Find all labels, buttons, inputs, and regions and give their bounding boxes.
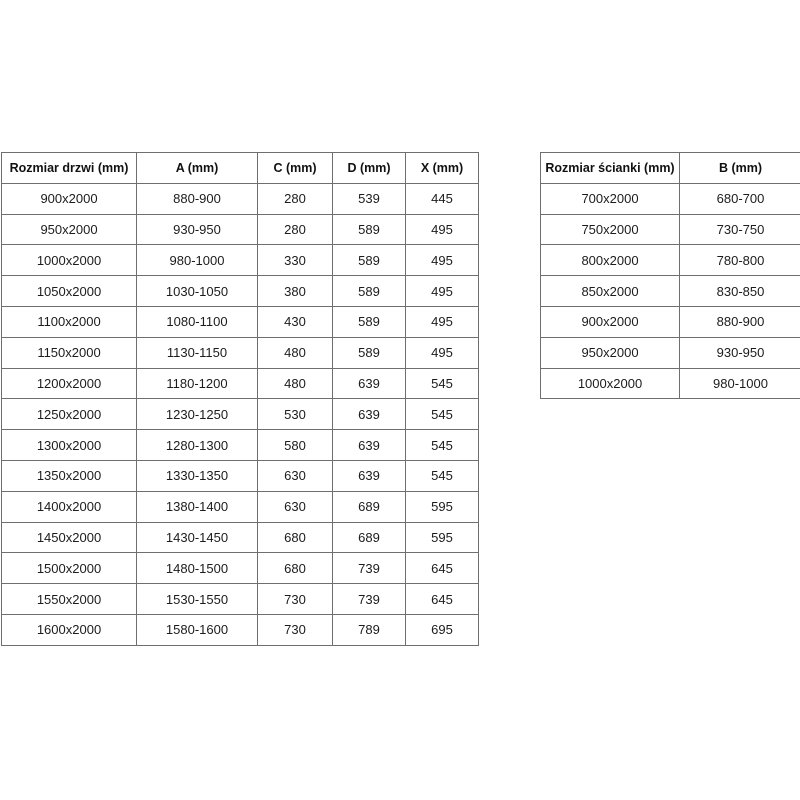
table-row: [541, 214, 800, 245]
table-row: [2, 584, 479, 615]
cell: 1000x2000: [2, 245, 137, 276]
cell: 830-850: [680, 276, 800, 307]
cell: 595: [406, 522, 479, 553]
wall-size-table: [540, 152, 800, 399]
cell: 930-950: [680, 337, 800, 368]
cell: 545: [406, 399, 479, 430]
column-header-0: Rozmiar ścianki (mm): [541, 153, 680, 184]
cell: 880-900: [137, 183, 258, 214]
cell: 280: [258, 214, 333, 245]
cell: 545: [406, 368, 479, 399]
table-row: [2, 399, 479, 430]
cell: 800x2000: [541, 245, 680, 276]
cell: 950x2000: [2, 214, 137, 245]
cell: 480: [258, 337, 333, 368]
cell: 700x2000: [541, 183, 680, 214]
header-row: [541, 153, 800, 184]
cell: 1500x2000: [2, 553, 137, 584]
cell: 900x2000: [541, 306, 680, 337]
cell: 1480-1500: [137, 553, 258, 584]
cell: 739: [333, 553, 406, 584]
cell: 639: [333, 368, 406, 399]
cell: 495: [406, 337, 479, 368]
cell: 1330-1350: [137, 460, 258, 491]
cell: 495: [406, 306, 479, 337]
table-row: [2, 368, 479, 399]
cell: 1080-1100: [137, 306, 258, 337]
cell: 589: [333, 276, 406, 307]
table-row: [2, 183, 479, 214]
cell: 1100x2000: [2, 306, 137, 337]
column-header-3: D (mm): [333, 153, 406, 184]
cell: 695: [406, 614, 479, 645]
cell: 530: [258, 399, 333, 430]
cell: 639: [333, 460, 406, 491]
column-header-1: B (mm): [680, 153, 800, 184]
cell: 1430-1450: [137, 522, 258, 553]
cell: 730-750: [680, 214, 800, 245]
cell: 589: [333, 306, 406, 337]
cell: 689: [333, 522, 406, 553]
column-header-0: Rozmiar drzwi (mm): [2, 153, 137, 184]
table-row: [2, 491, 479, 522]
table-row: [541, 368, 800, 399]
cell: 630: [258, 491, 333, 522]
cell: 1150x2000: [2, 337, 137, 368]
cell: 1350x2000: [2, 460, 137, 491]
cell: 950x2000: [541, 337, 680, 368]
cell: 630: [258, 460, 333, 491]
cell: 730: [258, 614, 333, 645]
cell: 480: [258, 368, 333, 399]
cell: 680: [258, 522, 333, 553]
cell: 639: [333, 430, 406, 461]
table-row: [2, 522, 479, 553]
table-row: [541, 306, 800, 337]
cell: 1550x2000: [2, 584, 137, 615]
cell: 980-1000: [680, 368, 800, 399]
cell: 1030-1050: [137, 276, 258, 307]
cell: 645: [406, 584, 479, 615]
cell: 1230-1250: [137, 399, 258, 430]
table-row: [541, 276, 800, 307]
cell: 1200x2000: [2, 368, 137, 399]
cell: 730: [258, 584, 333, 615]
cell: 750x2000: [541, 214, 680, 245]
cell: 680-700: [680, 183, 800, 214]
cell: 495: [406, 214, 479, 245]
table-row: [541, 245, 800, 276]
cell: 1180-1200: [137, 368, 258, 399]
column-header-2: C (mm): [258, 153, 333, 184]
cell: 539: [333, 183, 406, 214]
table-row: [541, 337, 800, 368]
header-row: [2, 153, 479, 184]
door-size-table: [1, 152, 479, 646]
cell: 789: [333, 614, 406, 645]
cell: 1380-1400: [137, 491, 258, 522]
cell: 1000x2000: [541, 368, 680, 399]
cell: 545: [406, 460, 479, 491]
cell: 900x2000: [2, 183, 137, 214]
cell: 1400x2000: [2, 491, 137, 522]
cell: 1580-1600: [137, 614, 258, 645]
cell: 1130-1150: [137, 337, 258, 368]
cell: 645: [406, 553, 479, 584]
table-row: [2, 614, 479, 645]
table-row: [2, 337, 479, 368]
table-row: [2, 214, 479, 245]
cell: 689: [333, 491, 406, 522]
cell: 1600x2000: [2, 614, 137, 645]
cell: 1530-1550: [137, 584, 258, 615]
cell: 880-900: [680, 306, 800, 337]
cell: 1300x2000: [2, 430, 137, 461]
cell: 580: [258, 430, 333, 461]
table-row: [541, 183, 800, 214]
cell: 495: [406, 245, 479, 276]
cell: 595: [406, 491, 479, 522]
cell: 930-950: [137, 214, 258, 245]
cell: 430: [258, 306, 333, 337]
cell: 850x2000: [541, 276, 680, 307]
cell: 445: [406, 183, 479, 214]
column-header-1: A (mm): [137, 153, 258, 184]
table-row: [2, 553, 479, 584]
column-header-4: X (mm): [406, 153, 479, 184]
cell: 780-800: [680, 245, 800, 276]
table-row: [2, 276, 479, 307]
cell: 1250x2000: [2, 399, 137, 430]
cell: 1280-1300: [137, 430, 258, 461]
cell: 545: [406, 430, 479, 461]
cell: 280: [258, 183, 333, 214]
table-row: [2, 430, 479, 461]
cell: 680: [258, 553, 333, 584]
cell: 589: [333, 214, 406, 245]
cell: 1050x2000: [2, 276, 137, 307]
table-row: [2, 245, 479, 276]
cell: 495: [406, 276, 479, 307]
cell: 639: [333, 399, 406, 430]
table-row: [2, 306, 479, 337]
cell: 1450x2000: [2, 522, 137, 553]
cell: 380: [258, 276, 333, 307]
cell: 589: [333, 337, 406, 368]
cell: 739: [333, 584, 406, 615]
cell: 980-1000: [137, 245, 258, 276]
cell: 589: [333, 245, 406, 276]
table-row: [2, 460, 479, 491]
cell: 330: [258, 245, 333, 276]
